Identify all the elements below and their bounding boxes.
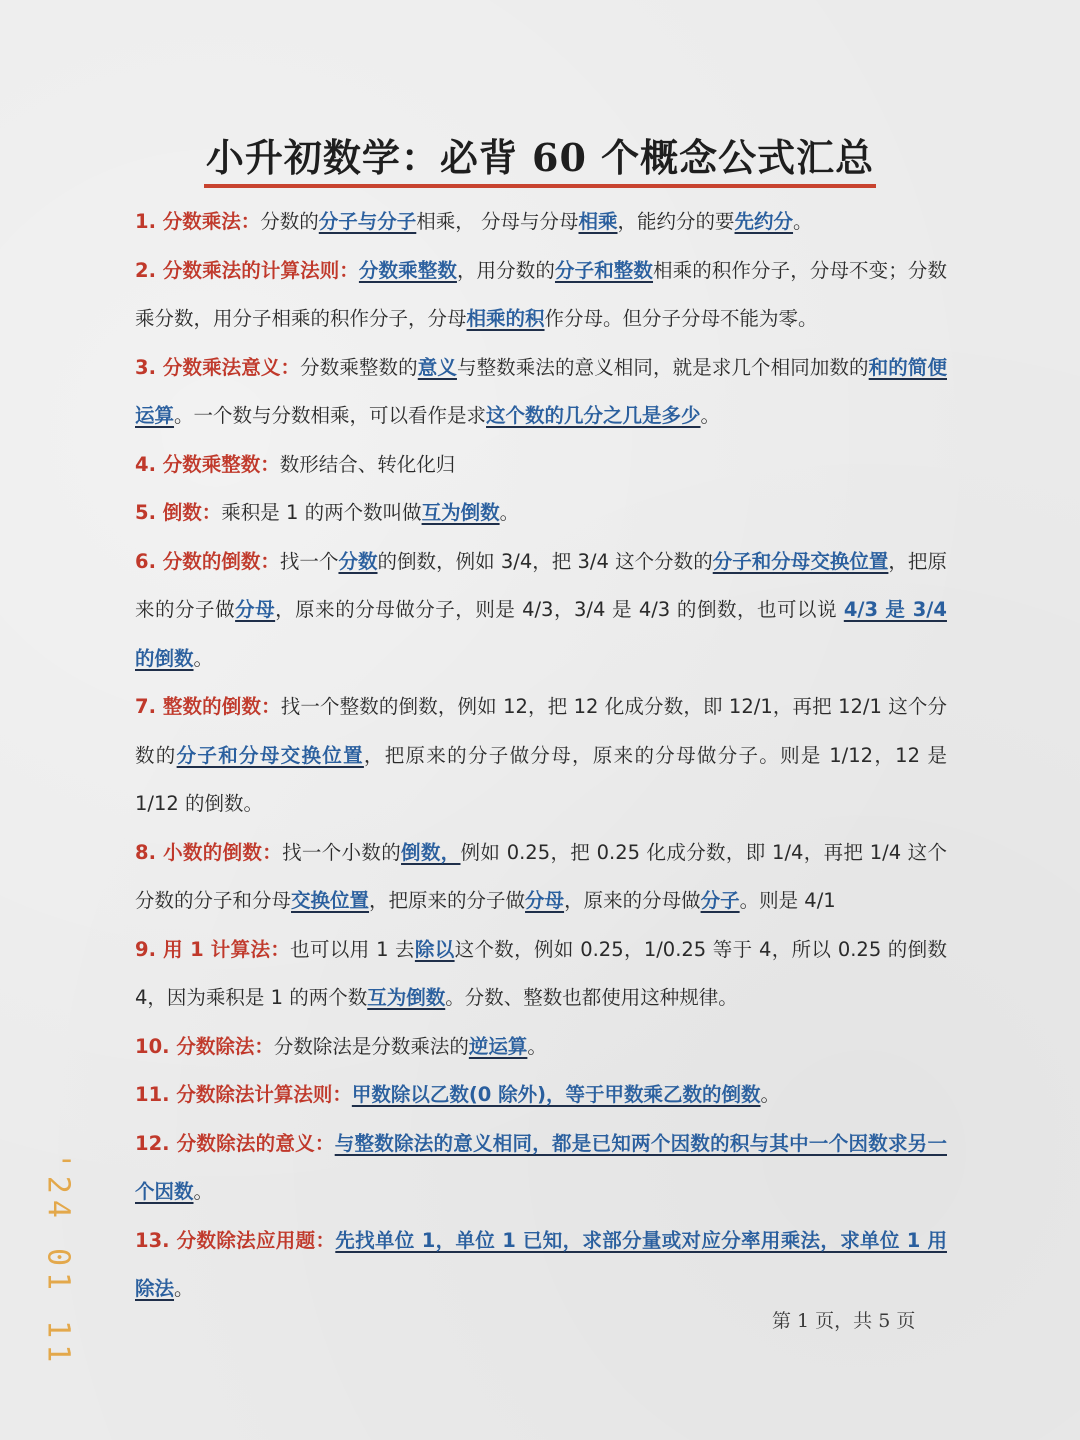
key-term: 倒数，	[401, 840, 461, 864]
concept-text: 例如 0.25，把 0.25 化成分数，即 1/4，再把 1/4 这个分数的分子和分母	[135, 840, 947, 912]
key-term: 相乘	[578, 210, 618, 233]
concept-item	[135, 1071, 947, 1120]
key-term: 逆运算	[468, 1034, 528, 1058]
concept-text: 乘积是 1 的两个数叫做	[221, 501, 422, 524]
key-term: 互为倒数	[367, 986, 446, 1009]
key-term: 和的简便运算	[135, 355, 947, 427]
concept-text: ，能约分的要	[617, 210, 735, 233]
concept-text: 找一个小数的	[282, 840, 402, 864]
concept-item	[135, 1120, 947, 1217]
date-stamp-text: '24 01 11	[40, 1151, 76, 1369]
concept-text: ，用分数的	[456, 258, 555, 282]
key-term: 分子和整数	[554, 258, 654, 282]
concept-label: 4. 分数乘整数：	[135, 452, 280, 476]
photo-date-stamp	[38, 1151, 78, 1369]
concept-label: 7. 整数的倒数：	[135, 695, 281, 718]
key-term: 先约分	[734, 210, 794, 233]
key-term: 意义	[417, 355, 457, 379]
key-term: 分数乘整数	[358, 258, 457, 282]
concept-item	[135, 829, 947, 926]
concept-item	[135, 1023, 947, 1072]
concept-text: 。	[793, 210, 813, 233]
concept-text: 分数除法是分数乘法的	[273, 1034, 469, 1058]
key-term: 4/3 是 3/4 的倒数	[135, 598, 947, 670]
page-title: 小升初数学：必背 60 个概念公式汇总	[204, 136, 876, 188]
concept-label: 12. 分数除法的意义：	[135, 1131, 335, 1155]
key-term: 交换位置	[291, 889, 370, 912]
concept-label: 9. 用 1 计算法：	[135, 937, 291, 961]
concept-text: 。	[193, 646, 214, 670]
key-term: 分子和分母交换位置	[712, 549, 889, 573]
key-term: 相乘的积	[466, 307, 545, 330]
concept-text: 。	[174, 1277, 194, 1300]
concept-item	[135, 441, 947, 490]
concept-label: 6. 分数的倒数：	[135, 549, 280, 573]
key-term: 先找单位 1，单位 1 已知，求部分量或对应分率用乘法，求单位 1 用除法	[135, 1228, 947, 1300]
concept-text: 作分母。但分子分母不能为零。	[544, 307, 818, 330]
concept-text: 数形结合、转化化归	[279, 452, 456, 476]
key-term: 这个数的几分之几是多少	[486, 404, 701, 427]
key-term: 分子与分子	[318, 210, 417, 233]
concept-label: 2. 分数乘法的计算法则：	[135, 258, 359, 282]
concept-text: 这个数，例如 0.25，1/0.25 等于 4，所以 0.25 的倒数 4，因为乘积是 1 的两个数	[135, 937, 947, 1009]
concept-item	[135, 489, 947, 538]
key-term: 分数	[338, 549, 378, 573]
key-term: 与整数除法的意义相同，都是已知两个因数的积与其中一个因数求另一个因数	[135, 1131, 947, 1203]
concept-item	[135, 198, 947, 247]
concept-item	[135, 926, 947, 1023]
concept-text: 。	[700, 404, 721, 427]
concept-text: 。	[527, 1034, 547, 1058]
key-term: 除以	[414, 937, 455, 961]
concept-text: ，原来的分母做	[564, 889, 701, 912]
concept-text: 。	[193, 1180, 214, 1203]
concept-text: 分数乘整数的	[300, 355, 418, 379]
concept-item	[135, 683, 947, 829]
concept-text: ，原来的分母做分子，则是 4/3，3/4 是 4/3 的倒数，也可以说	[275, 598, 844, 621]
concept-text: 的倒数，例如 3/4，把 3/4 这个分数的	[377, 549, 713, 573]
concept-item	[135, 538, 947, 684]
concept-label: 1. 分数乘法：	[135, 210, 261, 233]
concept-text: 与整数乘法的意义相同，就是求几个相同加数的	[456, 355, 869, 379]
key-term: 互为倒数	[421, 501, 500, 524]
concept-text: ，把原来的分子做	[369, 889, 526, 912]
concept-item	[135, 247, 947, 344]
concept-text: 。分数、整数也都使用这种规律。	[445, 986, 738, 1009]
key-term: 分母	[525, 889, 565, 912]
concept-text: 相乘， 分母与分母	[416, 210, 579, 233]
concept-text: 找一个整数的倒数，例如 12，把 12 化成分数，即 12/1，再把 12/1 这个分数的	[135, 695, 948, 767]
concept-label: 10. 分数除法：	[135, 1034, 274, 1058]
concept-text: ，把原来的分子做分母，原来的分母做分子。则是 1/12，12 是 1/12 的倒数。	[135, 743, 947, 815]
concept-text: 也可以用 1 去	[290, 937, 415, 961]
concept-text: 相乘的积作分子，分母不变；分数乘分数，用分子相乘的积作分子，分母	[135, 258, 947, 330]
concept-label: 11. 分数除法计算法则：	[135, 1083, 352, 1106]
concept-text: 找一个	[279, 549, 339, 573]
concept-text: 分数的	[260, 210, 319, 233]
concept-label: 3. 分数乘法意义：	[135, 355, 301, 379]
concept-list	[135, 198, 947, 1314]
concept-label: 5. 倒数：	[135, 501, 222, 524]
concept-item	[135, 1217, 947, 1314]
concept-text: 。	[760, 1083, 781, 1106]
concept-text: 。则是 4/1	[739, 889, 836, 912]
concept-label: 8. 小数的倒数：	[135, 840, 283, 864]
concept-text: ，把原来的分子做	[135, 549, 947, 621]
concept-text: 。一个数与分数相乘，可以看作是求	[174, 404, 487, 427]
key-term: 分子和分母交换位置	[176, 743, 364, 767]
key-term: 分母	[235, 598, 276, 621]
concept-text: 。	[499, 501, 520, 524]
key-term: 分子	[700, 889, 740, 912]
title-container	[0, 136, 1080, 188]
concept-item	[135, 344, 947, 441]
concept-label: 13. 分数除法应用题：	[135, 1228, 336, 1252]
key-term: 甲数除以乙数(0 除外)，等于甲数乘乙数的倒数	[351, 1083, 761, 1106]
page-number: 第 1 页，共 5 页	[772, 1310, 916, 1332]
